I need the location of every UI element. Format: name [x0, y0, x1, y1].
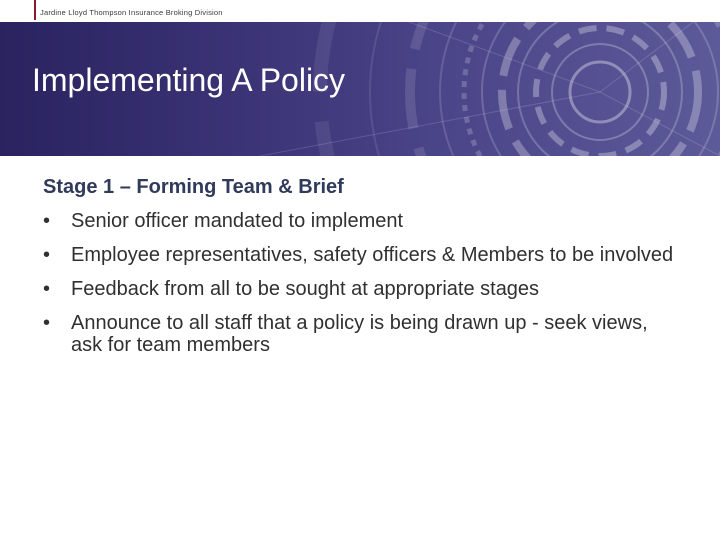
bullet-list [43, 210, 683, 356]
bullet-icon: • [43, 278, 51, 300]
company-name: Jardine Lloyd Thompson Insurance Broking Division [40, 8, 223, 17]
bullet-item [43, 244, 683, 266]
stage-heading: Stage 1 – Forming Team & Brief [43, 176, 344, 198]
page-title: Implementing A Policy [32, 62, 346, 98]
header-divider [34, 0, 36, 20]
bullet-item [43, 312, 683, 356]
bullet-item [43, 210, 683, 232]
bullet-text: Announce to all staff that a policy is being drawn up - seek views, ask for team members [71, 312, 648, 356]
bullet-item [43, 278, 683, 300]
title-banner [0, 22, 720, 156]
slide-content [43, 176, 683, 368]
bullet-icon: • [43, 244, 51, 266]
bullet-text: Senior officer mandated to implement [71, 210, 404, 232]
bullet-icon: • [43, 210, 51, 232]
bullet-text: Feedback from all to be sought at appropriate stages [71, 278, 540, 300]
bullet-icon: • [43, 312, 51, 334]
bullet-text: Employee representatives, safety officers & Members to be involved [71, 244, 674, 266]
top-header [0, 0, 720, 22]
